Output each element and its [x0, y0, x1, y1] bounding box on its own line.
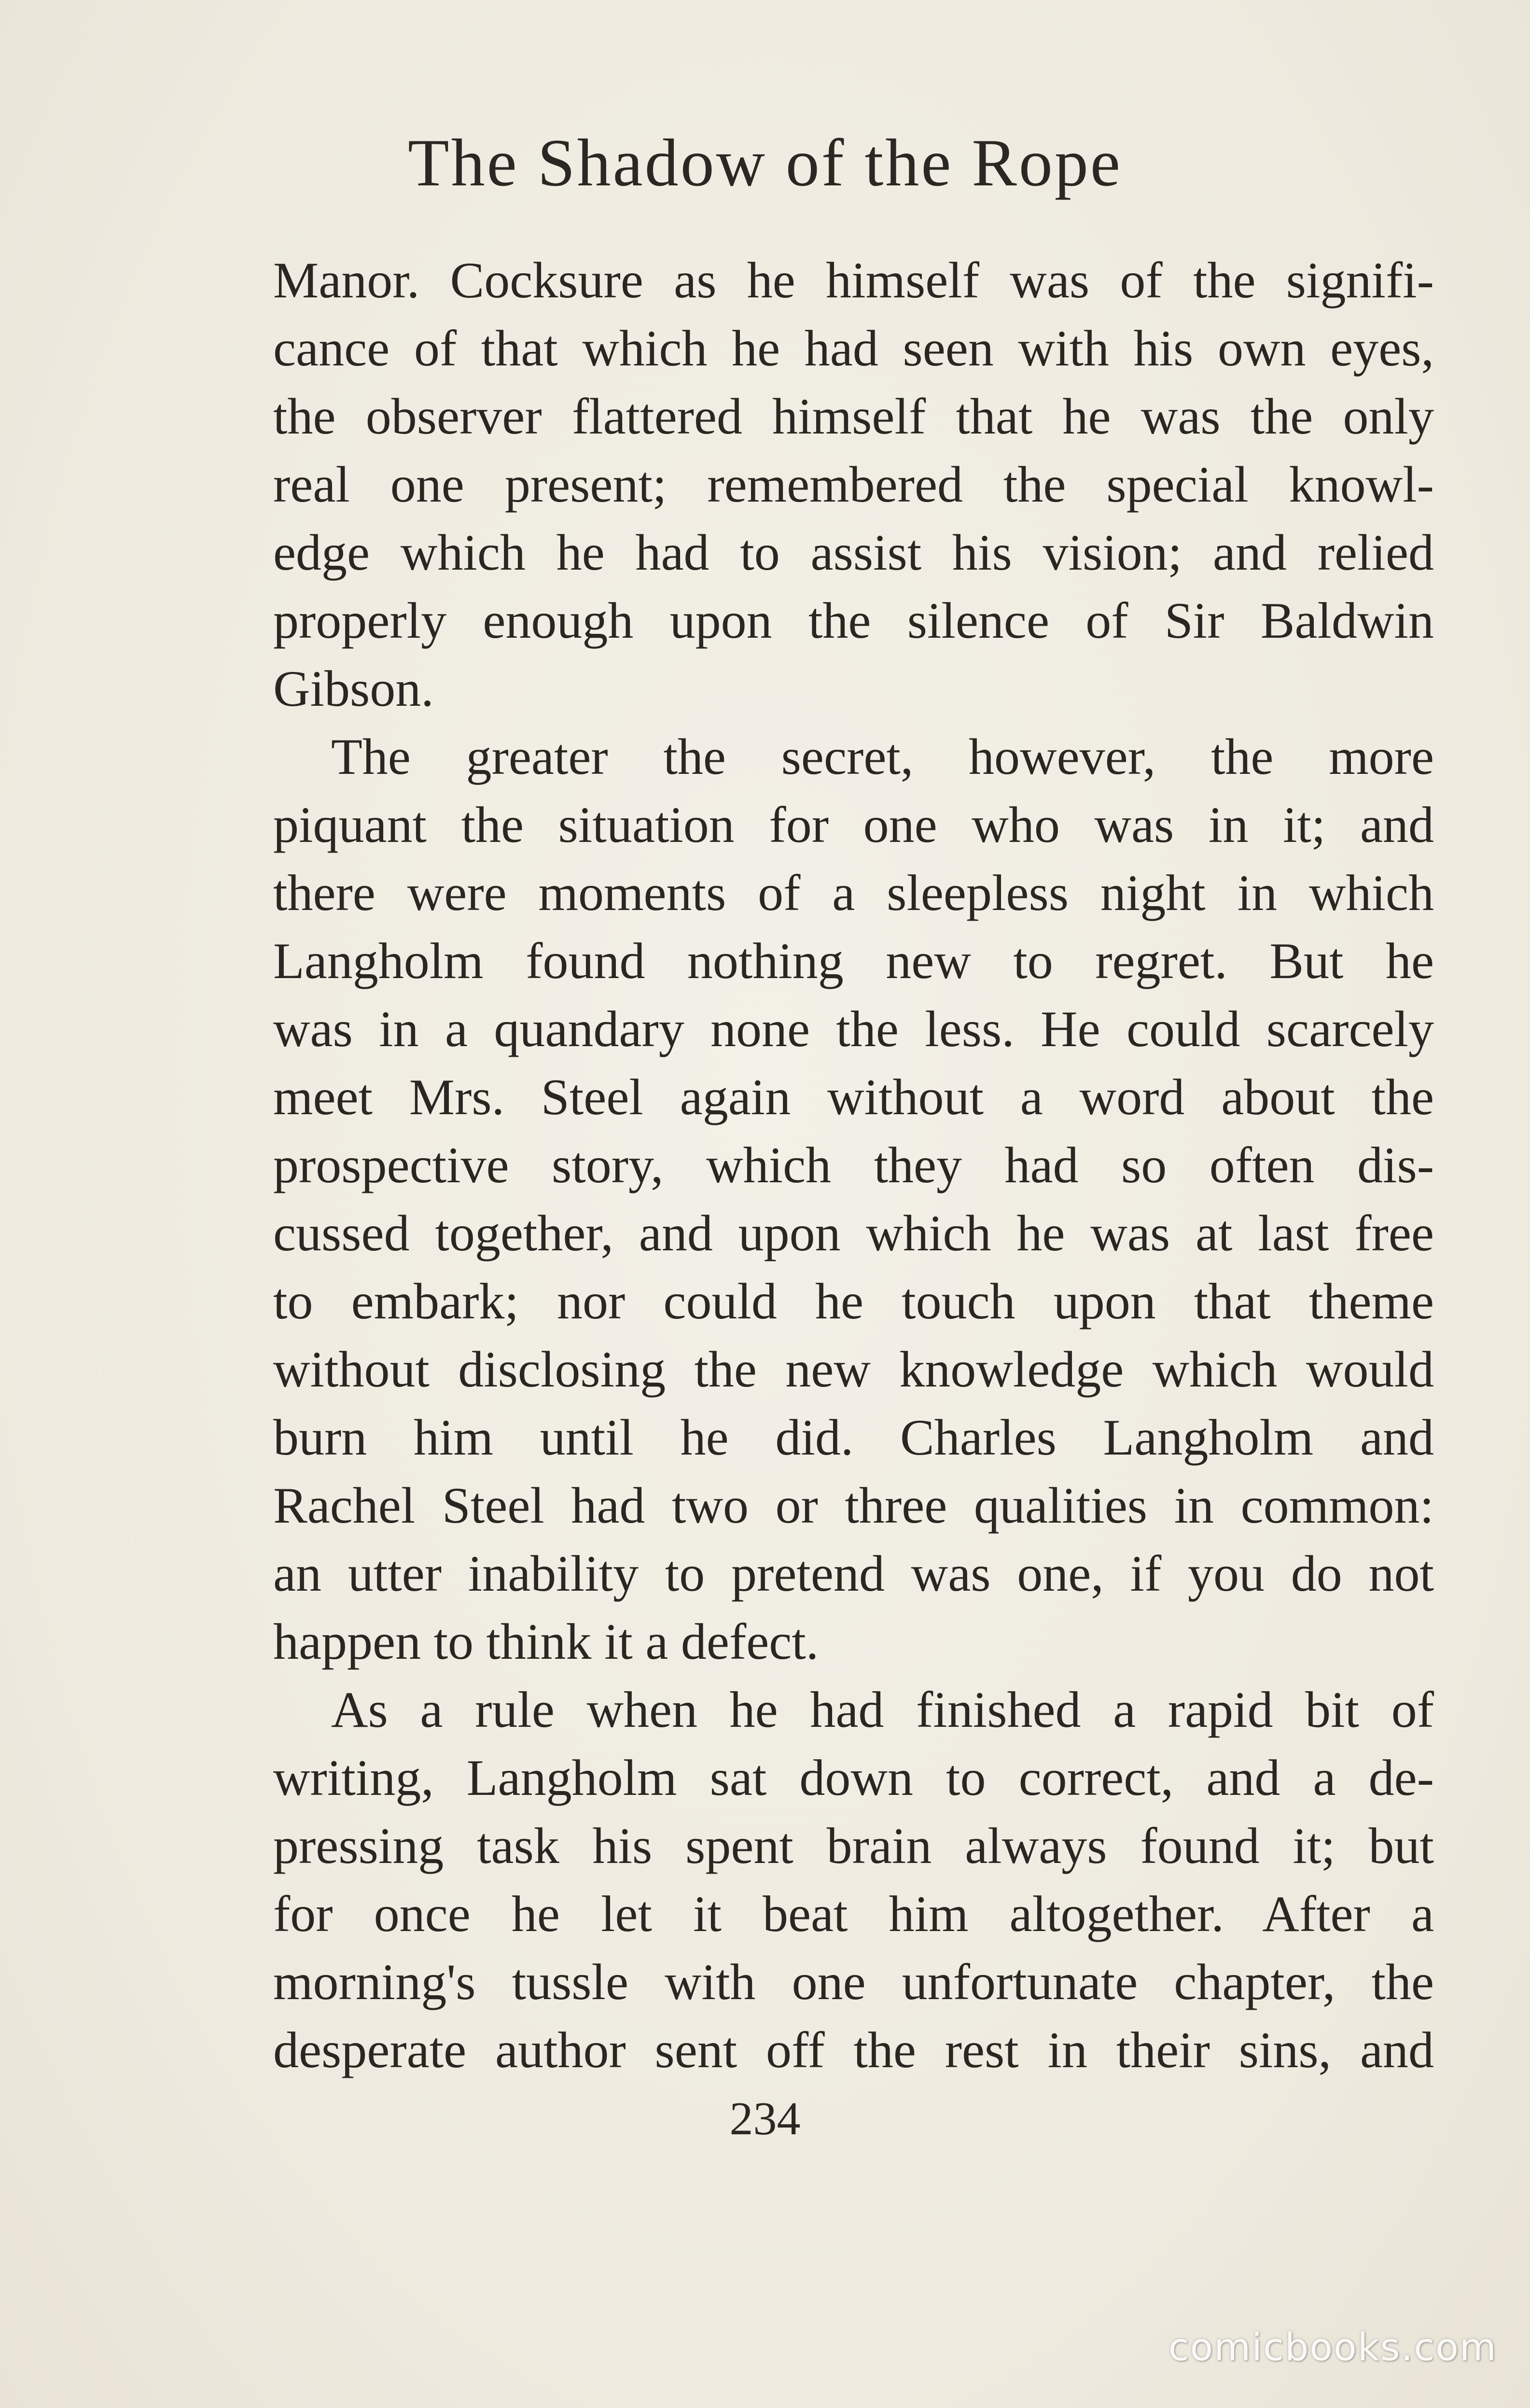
- text-line: Manor. Cocksure as he himself was of the signifi-: [273, 252, 1434, 308]
- text-line: real one present; remembered the special knowl-: [273, 456, 1434, 513]
- text-line: for once he let it beat him altogether. After a: [273, 1886, 1434, 1942]
- text-line: Rachel Steel had two or three qualities in common:: [273, 1477, 1434, 1534]
- text-line: there were moments of a sleepless night in which: [273, 865, 1434, 921]
- text-line: happen to think it a defect.: [273, 1613, 819, 1670]
- page-number: 234: [729, 2093, 801, 2145]
- text-line: was in a quandary none the less. He could scarcely: [273, 1001, 1434, 1057]
- text-line: pressing task his spent brain always found it; but: [273, 1818, 1434, 1874]
- text-line: cance of that which he had seen with his own eyes,: [273, 320, 1434, 377]
- text-line: piquant the situation for one who was in it; and: [273, 797, 1434, 853]
- body-text: [273, 246, 1434, 2084]
- text-line: desperate author sent off the rest in their sins, and: [273, 2022, 1434, 2078]
- text-line: writing, Langholm sat down to correct, and a de-: [273, 1750, 1434, 1806]
- text-line: properly enough upon the silence of Sir Baldwin: [273, 592, 1434, 649]
- text-line: the observer flattered himself that he was the only: [273, 388, 1434, 445]
- text-line: As a rule when he had finished a rapid bit of: [331, 1681, 1434, 1738]
- text-line: prospective story, which they had so often dis-: [273, 1137, 1434, 1193]
- text-line: Gibson.: [273, 660, 434, 717]
- text-line: morning's tussle with one unfortunate chapter, the: [273, 1954, 1434, 2010]
- text-line: Langholm found nothing new to regret. But he: [273, 933, 1434, 989]
- text-line: burn him until he did. Charles Langholm and: [273, 1409, 1434, 1466]
- text-line: to embark; nor could he touch upon that theme: [273, 1273, 1434, 1330]
- text-line: an utter inability to pretend was one, if you do not: [273, 1545, 1434, 1602]
- text-line: The greater the secret, however, the more: [331, 728, 1434, 785]
- watermark: comicbooks.com: [1168, 2326, 1497, 2369]
- text-line: without disclosing the new knowledge which would: [273, 1341, 1434, 1398]
- running-title: The Shadow of the Rope: [408, 126, 1122, 200]
- text-line: cussed together, and upon which he was at last free: [273, 1205, 1434, 1261]
- text-line: meet Mrs. Steel again without a word about the: [273, 1069, 1434, 1125]
- text-line: edge which he had to assist his vision; and relied: [273, 524, 1434, 581]
